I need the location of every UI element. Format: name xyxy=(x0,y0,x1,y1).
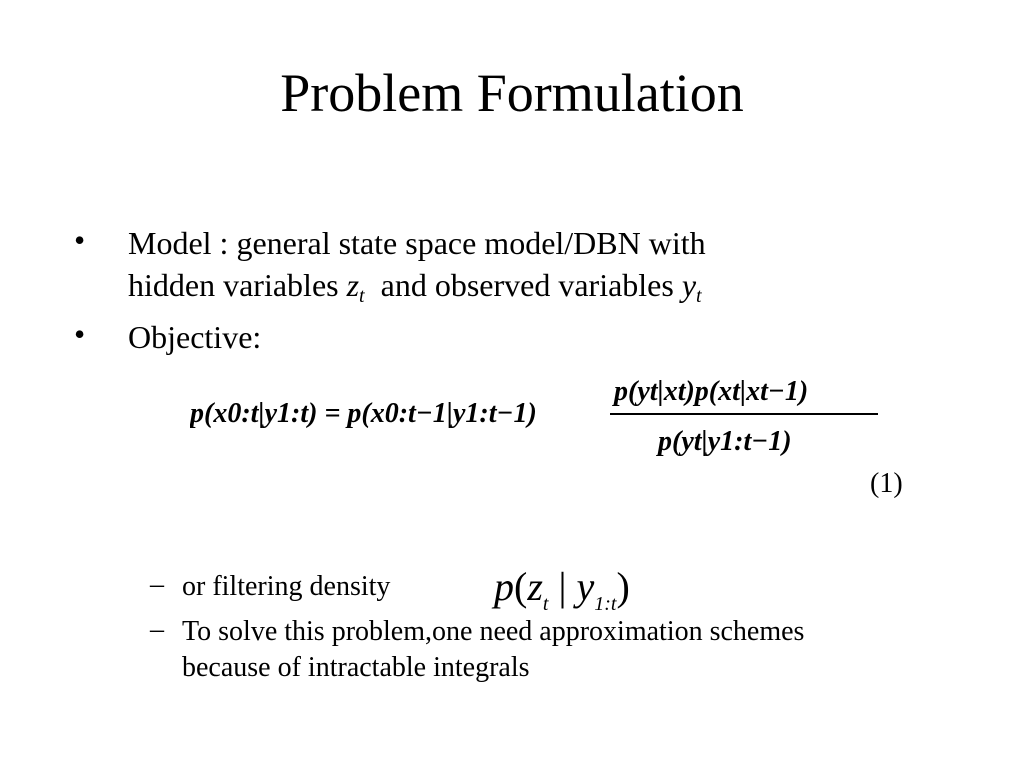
subbullet-marker: – xyxy=(150,614,164,645)
formula-open-paren: ( xyxy=(514,564,528,609)
var-y: y xyxy=(681,267,697,303)
subbullet-marker: – xyxy=(150,569,164,600)
var-y-subscript: t xyxy=(696,285,702,307)
posterior-equation xyxy=(190,370,910,510)
equation-denominator: p(yt|y1:t−1) xyxy=(658,426,792,457)
bullet-marker: • xyxy=(74,316,86,352)
subbullet-filtering: or filtering density xyxy=(182,571,391,602)
bullet-objective: Objective: xyxy=(128,319,262,355)
formula-y: y xyxy=(576,564,595,609)
formula-close-paren: ) xyxy=(616,564,630,609)
slide-title: Problem Formulation xyxy=(280,63,744,123)
formula-z-sub: t xyxy=(542,593,549,615)
var-z: z xyxy=(346,267,360,303)
observed-vars-label: and observed variables xyxy=(364,267,682,303)
bullet-marker: • xyxy=(74,222,86,258)
equation-number: (1) xyxy=(870,468,903,499)
hidden-vars-label: hidden variables xyxy=(128,267,347,303)
var-z-subscript: t xyxy=(359,285,365,307)
formula-bar: | xyxy=(548,564,577,609)
equation-numerator: p(yt|xt)p(xt|xt−1) xyxy=(614,376,809,407)
bullet-model-line2 xyxy=(128,264,702,317)
formula-p: p xyxy=(494,564,514,609)
subbullet-approximation-line1: To solve this problem,one need approximation schemes xyxy=(182,616,805,647)
equation-lhs: p(x0:t|y1:t) = p(x0:t−1|y1:t−1) xyxy=(190,398,537,429)
subbullet-approximation-line2: because of intractable integrals xyxy=(182,652,530,683)
bullet-model-line1: Model : general state space model/DBN with xyxy=(128,225,706,261)
formula-y-sub: 1:t xyxy=(594,593,617,615)
formula-z: z xyxy=(527,564,543,609)
